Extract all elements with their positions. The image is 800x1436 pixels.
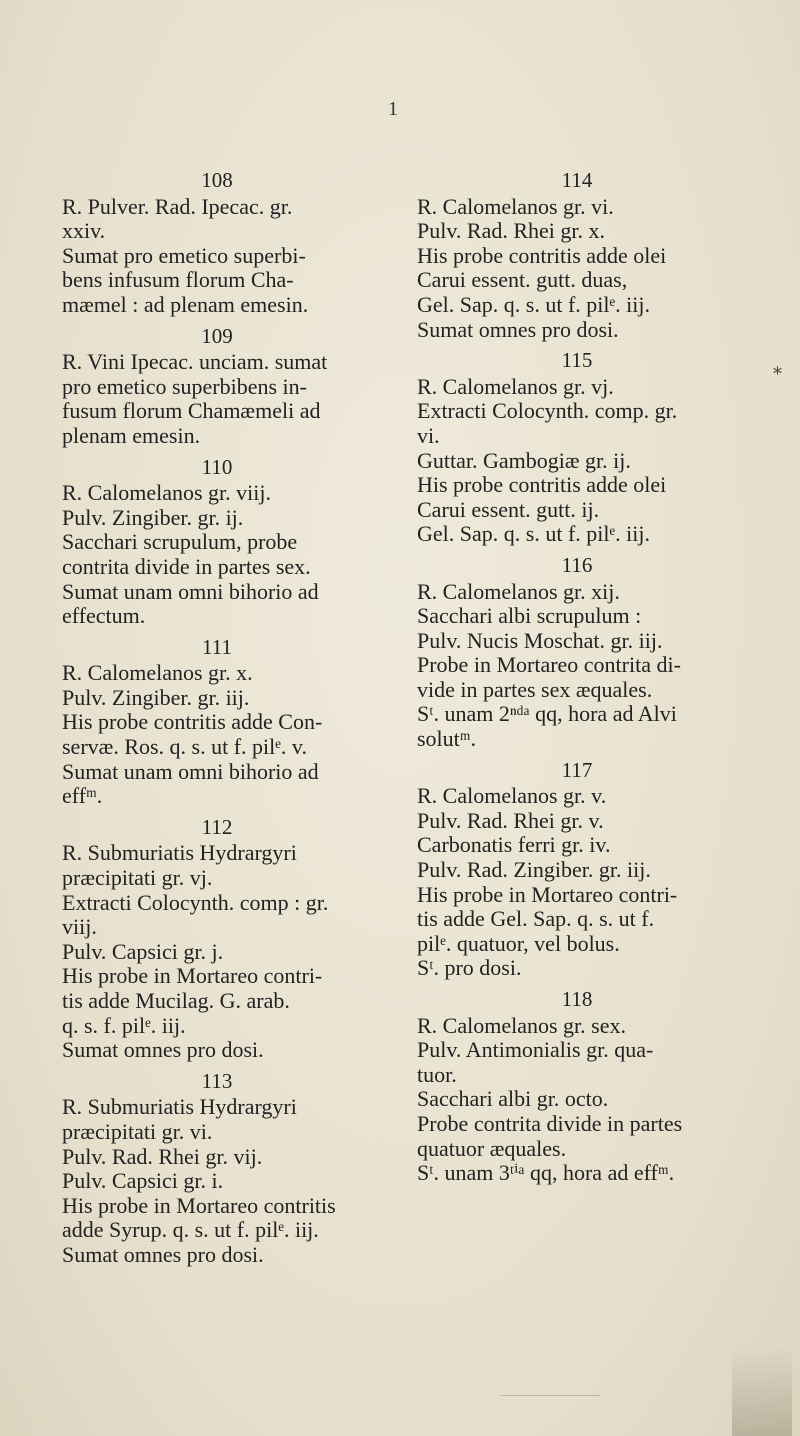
recipe-line: fusum florum Chamæmeli ad [62, 398, 321, 424]
recipe-line: His probe in Mortareo contri- [417, 881, 678, 907]
page-crease [500, 1395, 600, 1436]
recipe-line: solutᵐ. [417, 726, 477, 752]
recipe-number: 116 [561, 552, 593, 577]
recipe-line: R. Calomelanos gr. vj. [417, 373, 614, 399]
recipe-line: R. Calomelanos gr. viij. [62, 480, 271, 506]
recipe-line: Gel. Sap. q. s. ut f. pilᵉ. iij. [417, 291, 650, 317]
recipe-line: quatuor æquales. [417, 1135, 567, 1161]
recipe-line: Sacchari albi scrupulum : [417, 603, 642, 629]
recipe-block [417, 168, 737, 342]
recipe-line: Extracti Colocynth. comp : gr. [62, 889, 329, 915]
recipe-line: Pulv. Zingiber. gr. ij. [62, 504, 244, 530]
recipe-line: xxiv. [62, 218, 106, 244]
recipe-block [62, 455, 372, 629]
recipe-line: R. Submuriatis Hydrargyri [62, 1094, 297, 1120]
right-column [417, 168, 737, 1186]
recipe-number: 117 [561, 757, 593, 782]
recipe-number: 112 [201, 814, 233, 839]
recipe-line: Pulv. Nucis Moschat. gr. iij. [417, 627, 663, 653]
recipe-number: 113 [201, 1068, 233, 1093]
recipe-line: Sumat unam omni bihorio ad [62, 758, 319, 784]
recipe-line: effectum. [62, 603, 146, 629]
recipe-line: Sᵗ. unam 2ⁿᵈᵃ qq, hora ad Alvi [417, 701, 677, 727]
recipe-line: Probe contrita divide in partes [417, 1110, 683, 1136]
recipe-line: His probe contritis adde olei [417, 242, 667, 268]
recipe-line: R. Calomelanos gr. vi. [417, 193, 614, 219]
recipe-line: Carui essent. gutt. ij. [417, 496, 600, 522]
left-column [62, 168, 372, 1268]
recipe-line: bens infusum florum Cha- [62, 267, 294, 293]
recipe-line: Pulv. Rad. Rhei gr. vij. [62, 1143, 263, 1169]
recipe-line: R. Calomelanos gr. sex. [417, 1012, 626, 1038]
recipe-line: Pulv. Antimonialis gr. qua- [417, 1037, 654, 1063]
recipe-line: Sᵗ. unam 3ᵗⁱᵃ qq, hora ad effᵐ. [417, 1160, 675, 1186]
recipe-line: tis adde Mucilag. G. arab. [62, 988, 290, 1013]
recipe-line: Pulv. Zingiber. gr. iij. [62, 684, 250, 710]
recipe-line: Pulv. Rad. Rhei gr. x. [417, 218, 606, 244]
recipe-block [62, 635, 372, 809]
recipe-line: Gel. Sap. q. s. ut f. pilᵉ. iij. [417, 521, 650, 547]
recipe-line: Pulv. Rad. Rhei gr. v. [417, 807, 604, 833]
recipe-line: R. Calomelanos gr. v. [417, 783, 607, 809]
recipe-line: Extracti Colocynth. comp. gr. [417, 398, 678, 424]
recipe-block [62, 1069, 372, 1268]
recipe-line: contrita divide in partes sex. [62, 553, 311, 579]
recipe-line: tis adde Gel. Sap. q. s. ut f. [417, 906, 655, 932]
recipe-line: R. Calomelanos gr. xij. [417, 578, 620, 604]
recipe-line: Sumat omnes pro dosi. [62, 1241, 264, 1267]
recipe-line: Sᵗ. pro dosi. [417, 955, 522, 981]
recipe-line: servæ. Ros. q. s. ut f. pilᵉ. v. [62, 734, 307, 760]
recipe-line: Sumat omnes pro dosi. [62, 1037, 264, 1063]
recipe-line: Probe in Mortareo contrita di- [417, 652, 681, 678]
recipe-line: R. Pulver. Rad. Ipecac. gr. [62, 193, 293, 219]
recipe-block [417, 758, 737, 981]
recipe-line: adde Syrup. q. s. ut f. pilᵉ. iij. [62, 1217, 319, 1243]
recipe-line: vi. [417, 422, 440, 448]
recipe-block [417, 987, 737, 1186]
recipe-line: R. Vini Ipecac. unciam. sumat [62, 349, 328, 375]
recipe-line: pilᵉ. quatuor, vel bolus. [417, 930, 620, 956]
recipe-line: vide in partes sex æquales. [417, 676, 653, 702]
recipe-line: Pulv. Capsici gr. j. [62, 938, 224, 964]
recipe-line: tuor. [417, 1061, 457, 1087]
recipe-line: His probe contritis adde olei [417, 472, 667, 498]
recipe-line: Carui essent. gutt. duas, [417, 267, 628, 293]
recipe-line: His probe in Mortareo contri- [62, 963, 323, 989]
recipe-line: Sumat unam omni bihorio ad [62, 578, 319, 604]
recipe-number: 115 [561, 348, 593, 373]
recipe-line: mæmel : ad plenam emesin. [62, 291, 309, 317]
recipe-line: Sacchari scrupulum, probe [62, 529, 298, 555]
recipe-line: Pulv. Rad. Zingiber. gr. iij. [417, 857, 651, 883]
recipe-number: 109 [201, 323, 233, 348]
recipe-line: præcipitati gr. vj. [62, 865, 213, 891]
page-number: 1 [388, 98, 398, 120]
recipe-line: plenam emesin. [62, 422, 201, 448]
recipe-line: His probe in Mortareo contritis [62, 1192, 336, 1218]
recipe-line: Sumat omnes pro dosi. [417, 316, 619, 342]
recipe-line: effᵐ. [62, 783, 103, 809]
recipe-line: q. s. f. pilᵉ. iij. [62, 1012, 186, 1038]
recipe-line: præcipitati gr. vi. [62, 1118, 213, 1144]
recipe-line: His probe contritis adde Con- [62, 709, 323, 735]
recipe-line: viij. [62, 914, 97, 940]
recipe-block [62, 815, 372, 1063]
recipe-number: 108 [201, 168, 233, 192]
recipe-line: pro emetico superbibens in- [62, 373, 307, 399]
recipe-line: R. Submuriatis Hydrargyri [62, 840, 297, 866]
recipe-block [417, 348, 737, 547]
recipe-line: Sacchari albi gr. octo. [417, 1086, 609, 1112]
recipe-block [62, 324, 372, 449]
recipe-block [417, 553, 737, 752]
recipe-line: Carbonatis ferri gr. iv. [417, 832, 611, 858]
recipe-line: R. Calomelanos gr. x. [62, 660, 253, 686]
recipe-block [62, 168, 372, 318]
scan-shadow [732, 1346, 792, 1436]
recipe-number: 111 [202, 634, 232, 659]
recipe-line: Pulv. Capsici gr. i. [62, 1168, 224, 1194]
recipe-line: Sumat pro emetico superbi- [62, 242, 306, 268]
recipe-number: 110 [201, 454, 233, 479]
recipe-number: 114 [561, 168, 593, 192]
margin-mark: ⁎ [773, 358, 782, 378]
recipe-number: 118 [561, 987, 593, 1011]
recipe-line: Guttar. Gambogiæ gr. ij. [417, 447, 631, 473]
